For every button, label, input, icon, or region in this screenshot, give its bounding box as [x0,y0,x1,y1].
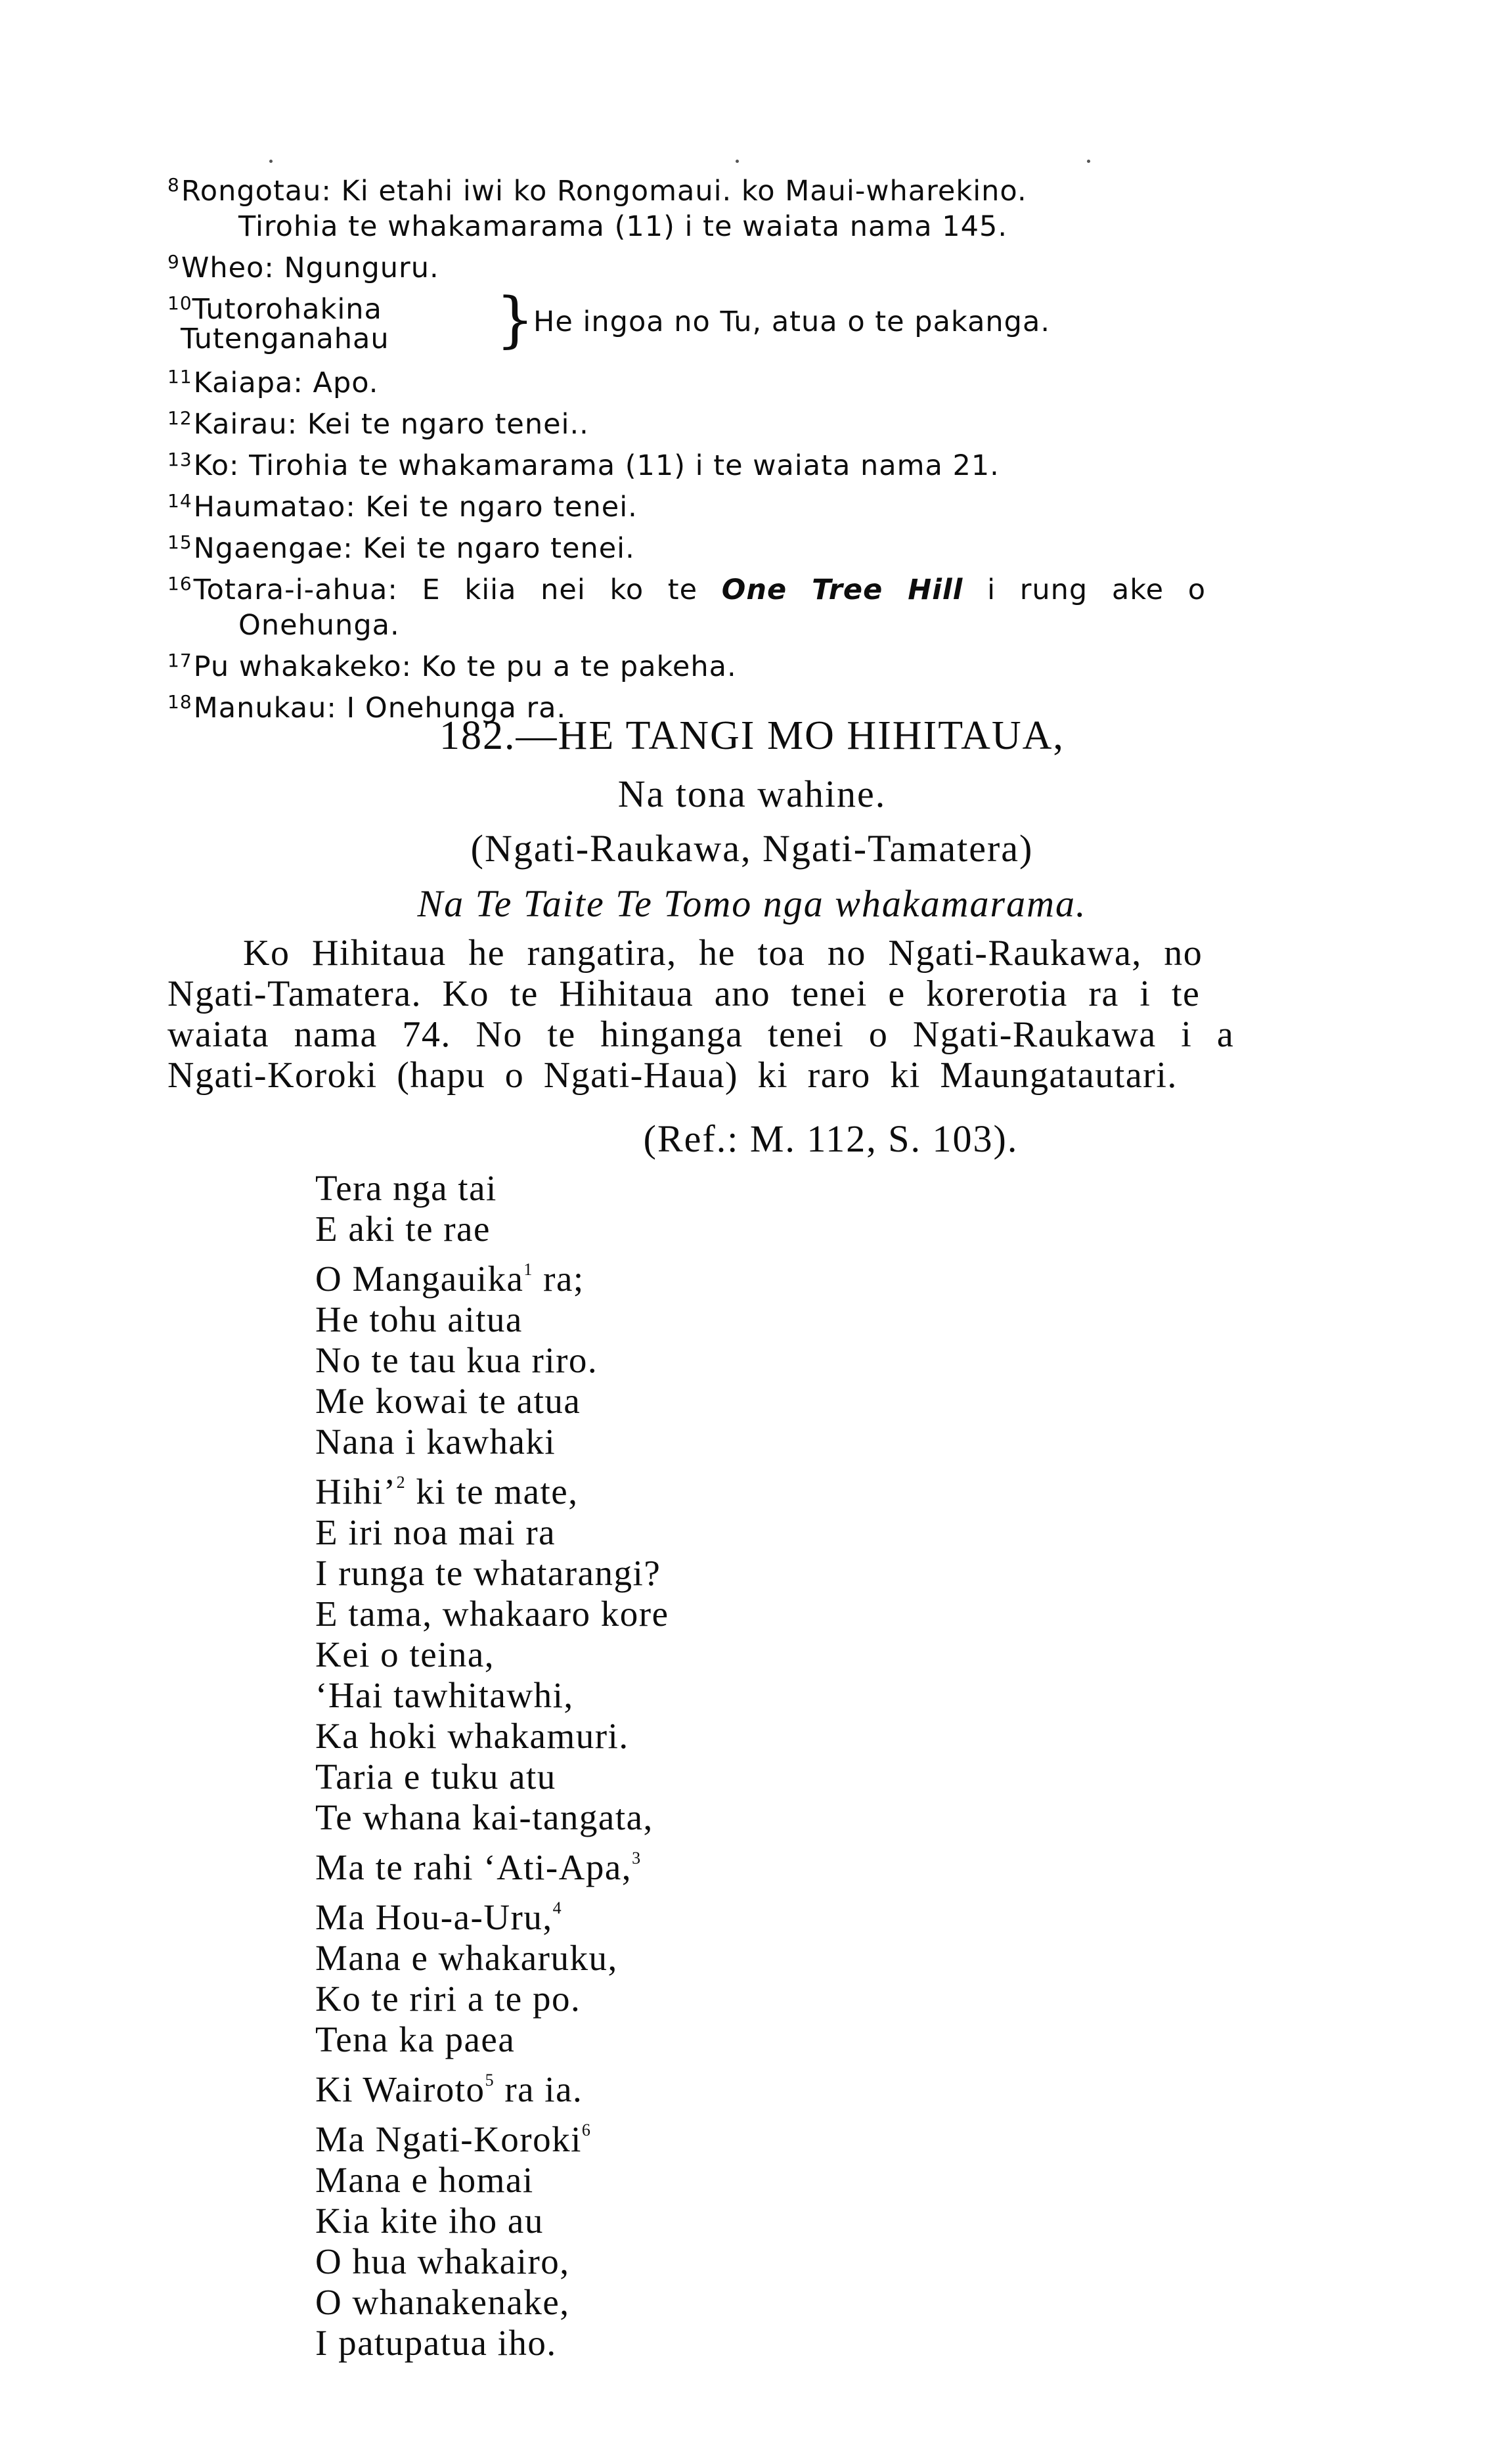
poem-line-text: Ka hoki whakamuri. [315,1716,629,1756]
poem-line [315,2241,669,2282]
poem-line [315,1979,669,2019]
poem-line [315,2160,669,2201]
intro-line: waiata nama 74. No te hinganga tenei o Ngati-Raukawa i a [167,1014,1235,1055]
intro-line: Ngati-Tamatera. Ko te Hihitaua ano tenei e korerotia ra i te [167,974,1201,1014]
poem-line-text: O Mangauika [315,1259,524,1299]
poem-line-text: Nana i kawhaki [315,1422,556,1462]
poem-line-text: Me kowai te atua [315,1381,581,1421]
poem-line [315,1675,669,1716]
poem-line [315,1938,669,1979]
footnote-marker: 4 [552,1898,563,1917]
print-speck [1087,160,1090,163]
poem-line-text: ‘Hai tawhitawhi, [315,1675,574,1715]
poem-line [315,2110,669,2160]
footnote-16: $^{16}$Totara-i-ahua: E kiia nei ko te One Tree Hill i rung ake o [167,573,1206,606]
poem-line [315,2323,669,2363]
footnote-10-line-1: $^{10}$Tutorohakina [167,292,382,326]
poem-line [315,1299,669,1340]
song-title: 182.—HE TANGI MO HIHITAUA, [439,713,1065,758]
poem-line [315,2019,669,2060]
poem-line [315,1634,669,1675]
footnote-17: $^{17}$Pu whakakeko: Ko te pu a te pakeha. [167,650,737,683]
poem-line [315,1168,669,1209]
poem-line [315,1512,669,1553]
footnote-15: $^{15}$Ngaengae: Kei te ngaro tenei. [167,531,635,565]
poem-line [315,2282,669,2323]
poem-line [315,1249,669,1299]
song-subtitle: Na tona wahine. [617,773,887,815]
poem-line-text: Kei o teina, [315,1634,495,1674]
poem-line-text: ra ia. [495,2069,583,2109]
print-speck [269,160,273,163]
footnote-14: $^{14}$Haumatao: Kei te ngaro tenei. [167,490,638,524]
poem-line [315,1209,669,1249]
poem-line [315,1381,669,1422]
poem-line [315,1797,669,1838]
poem-line-text: Ma te rahi ‘Ati-Apa, [315,1847,632,1887]
footnote-12: $^{12}$Kairau: Kei te ngaro tenei.. [167,407,589,441]
poem-line-text: ra; [533,1259,585,1299]
intro-line: Ngati-Koroki (hapu o Ngati-Haua) ki raro ki Maungatautari. [167,1055,1178,1096]
poem-line-text: E tama, whakaaro kore [315,1594,669,1634]
poem-line-text: ki te mate, [406,1471,579,1512]
poem-line-text: O whanakenake, [315,2282,570,2322]
poem-line-text: Mana e homai [315,2160,534,2200]
song-introduction [167,933,1350,1096]
poem-line-text: He tohu aitua [315,1299,523,1339]
poem-line [315,1716,669,1757]
poem-line [315,1838,669,1888]
poem-line-text: Kia kite iho au [315,2201,544,2241]
footnote-8-continuation: Tirohia te whakamarama (11) i te waiata nama 145. [238,210,1008,243]
poem-line-text: Ko te riri a te po. [315,1979,581,2019]
footnote-10-gloss: He ingoa no Tu, atua o te pakanga. [533,305,1050,338]
print-speck [736,160,739,163]
poem-line [315,1422,669,1462]
poem-line-text: Ma Hou-a-Uru, [315,1897,553,1937]
poem-line [315,1888,669,1938]
poem-line [315,1553,669,1594]
poem-line-text: Ma Ngati-Koroki [315,2119,582,2159]
footnote-9: $^9$Wheo: Ngunguru. [167,251,439,284]
song-tribes: (Ngati-Raukawa, Ngati-Tamatera) [470,827,1034,870]
poem-line-text: E iri noa mai ra [315,1512,556,1552]
footnote-10 [167,286,1350,359]
poem-line-text: No te tau kua riro. [315,1340,598,1380]
poem-line-text: Hihi’ [315,1471,397,1512]
poem-line [315,1340,669,1381]
footnote-10-line-2: Tutenganahau [181,323,389,355]
brace-glyph: } [496,284,535,355]
poem-line-text: E aki te rae [315,1209,491,1249]
intro-line: Ko Hihitaua he rangatira, he toa no Ngati-Raukawa, no [243,933,1203,974]
poem-line-text: Tena ka paea [315,2019,516,2059]
footnote-8: $^8$Rongotau: Ki etahi iwi ko Rongomaui. ko Maui-wharekino. [167,174,1027,208]
poem-line-text: Mana e whakaruku, [315,1938,618,1978]
poem [315,1168,669,2363]
poem-line-text: Te whana kai-tangata, [315,1797,653,1837]
footnote-16-continuation: Onehunga. [238,609,400,642]
footnote-11: $^{11}$Kaiapa: Apo. [167,366,379,399]
poem-line-text: Taria e tuku atu [315,1757,556,1797]
poem-line-text: Ki Wairoto [315,2069,485,2109]
poem-line [315,2201,669,2241]
footnote-marker: 6 [581,2120,592,2139]
poem-line-text: O hua whakairo, [315,2241,570,2281]
poem-line-text: I runga te whatarangi? [315,1553,661,1593]
footnote-13: $^{13}$Ko: Tirohia te whakamarama (11) i te waiata nama 21. [167,449,1000,482]
footnote-18: $^{18}$Manukau: I Onehunga ra. [167,691,567,725]
footnote-marker: 5 [485,2071,495,2090]
song-reference: (Ref.: M. 112, S. 103). [643,1117,1019,1160]
poem-line-text: Tera nga tai [315,1168,497,1208]
footnotes [167,168,1350,726]
poem-line [315,1594,669,1634]
poem-line [315,2060,669,2110]
poem-line [315,1757,669,1797]
poem-line [315,1462,669,1512]
footnote-marker: 1 [523,1260,533,1279]
poem-line-text: I patupatua iho. [315,2323,557,2363]
footnote-marker: 3 [632,1848,642,1868]
song-author-note: Na Te Taite Te Tomo nga whakamarama. [417,882,1087,925]
footnote-marker: 2 [396,1473,407,1492]
